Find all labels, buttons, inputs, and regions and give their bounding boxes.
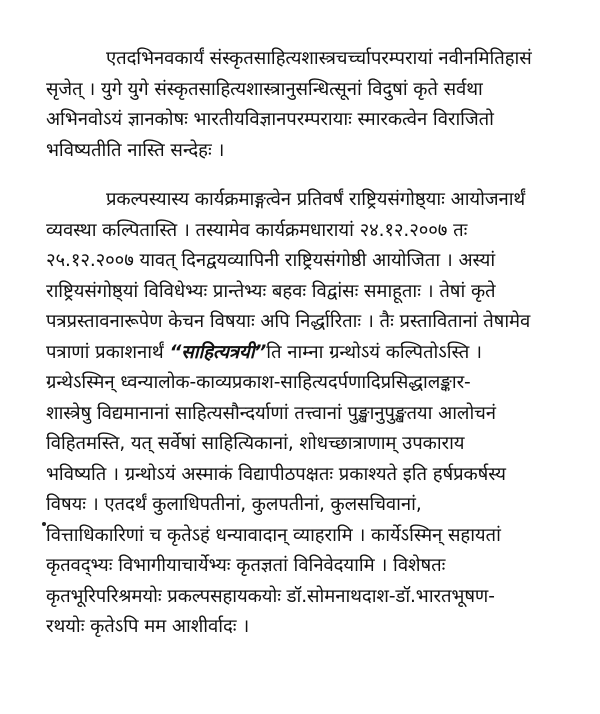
text-line: एतदभिनवकार्यं संस्कृतसाहित्यशास्त्रचर्च्चापरम्परायां नवीनमितिहासं	[106, 48, 532, 69]
text-line-with-title	[46, 338, 576, 369]
text-line: व्यवस्था कल्पितास्ति । तस्यामेव कार्यक्रमधारायां २४.१२.२००७ तः	[46, 219, 468, 241]
paragraph-1	[46, 44, 576, 166]
text-line: विषयः । एतदर्थं कुलाधिपतीनां, कुलपतीनां, कुलसचिवानां,	[46, 494, 422, 515]
text-line: प्रकल्पस्यास्य कार्यक्रमाङ्गत्वेन प्रतिवर्षं राष्ट्रियसंगोष्ठ्याः आयोजनार्थं	[106, 189, 526, 210]
text-line: भविष्यतीति नास्ति सन्देहः ।	[46, 139, 225, 161]
text-line: सृजेत् । युगे युगे संस्कृतसाहित्यशास्त्रानुसन्धित्सूनां विदुषां कृते सर्वथा	[46, 78, 483, 100]
text-line: विहितमस्ति, यत् सर्वेषां साहित्यिकानां, शोधच्छात्राणाम् उपकाराय	[46, 433, 465, 454]
text-line: राष्ट्रियसंगोष्ठ्यां विविधेभ्यः प्रान्तेभ्यः बहवः विद्वांसः समाहूताः । तेषां कृते	[46, 280, 496, 302]
text-line: भविष्यति । ग्रन्थोऽयं अस्माकं विद्यापीठपक्षतः प्रकाश्यते इति हर्षप्रकर्षस्य	[46, 463, 506, 485]
paragraph-2	[46, 185, 576, 643]
book-title-emphasis: “साहित्यत्रयी”	[169, 341, 267, 363]
text-line: २५.१२.२००७ यावत् दिनद्वयव्यापिनी राष्ट्रियसंगोष्ठी आयोजिता । अस्यां	[46, 250, 496, 271]
text-line: रथयोः कृतेऽपि मम आशीर्वादः ।	[46, 616, 250, 637]
text-segment: पत्राणां प्रकाशनार्थं	[46, 341, 170, 363]
stray-ink-dot	[42, 522, 46, 526]
text-line: वित्ताधिकारिणां च कृतेऽहं धन्यावादान् व्याहरामि । कार्येऽस्मिन् सहायतां	[46, 524, 501, 546]
text-line: ग्रन्थेऽस्मिन् ध्वन्यालोक-काव्यप्रकाश-साहित्यदर्पणादिप्रसिद्धालङ्कार-	[46, 372, 471, 393]
text-line: कृतवद्भ्यः विभागीयाचार्येभ्यः कृतज्ञतां विनिवेदयामि । विशेषतः	[46, 555, 446, 576]
text-line: अभिनवोऽयं ज्ञानकोषः भारतीयविज्ञानपरम्परायाः स्मारकत्वेन विराजितो	[46, 109, 494, 130]
text-line: शास्त्रेषु विद्यमानानां साहित्यसौन्दर्याणां तत्त्वानां पुङ्खानुपुङ्खतया आलोचनं	[46, 402, 496, 424]
text-segment: ति नाम्ना ग्रन्थोऽयं कल्पितोऽस्ति ।	[266, 341, 482, 363]
text-line: कृतभूरिपरिश्रमयोः प्रकल्पसहायकयोः डॉ.सोमनाथदाश-डॉ.भारतभूषण-	[46, 585, 495, 607]
text-line: पत्रप्रस्तावनारूपेण केचन विषयाः अपि निर्द्धारिताः । तैः प्रस्तावितानां तेषामेव	[46, 311, 531, 332]
